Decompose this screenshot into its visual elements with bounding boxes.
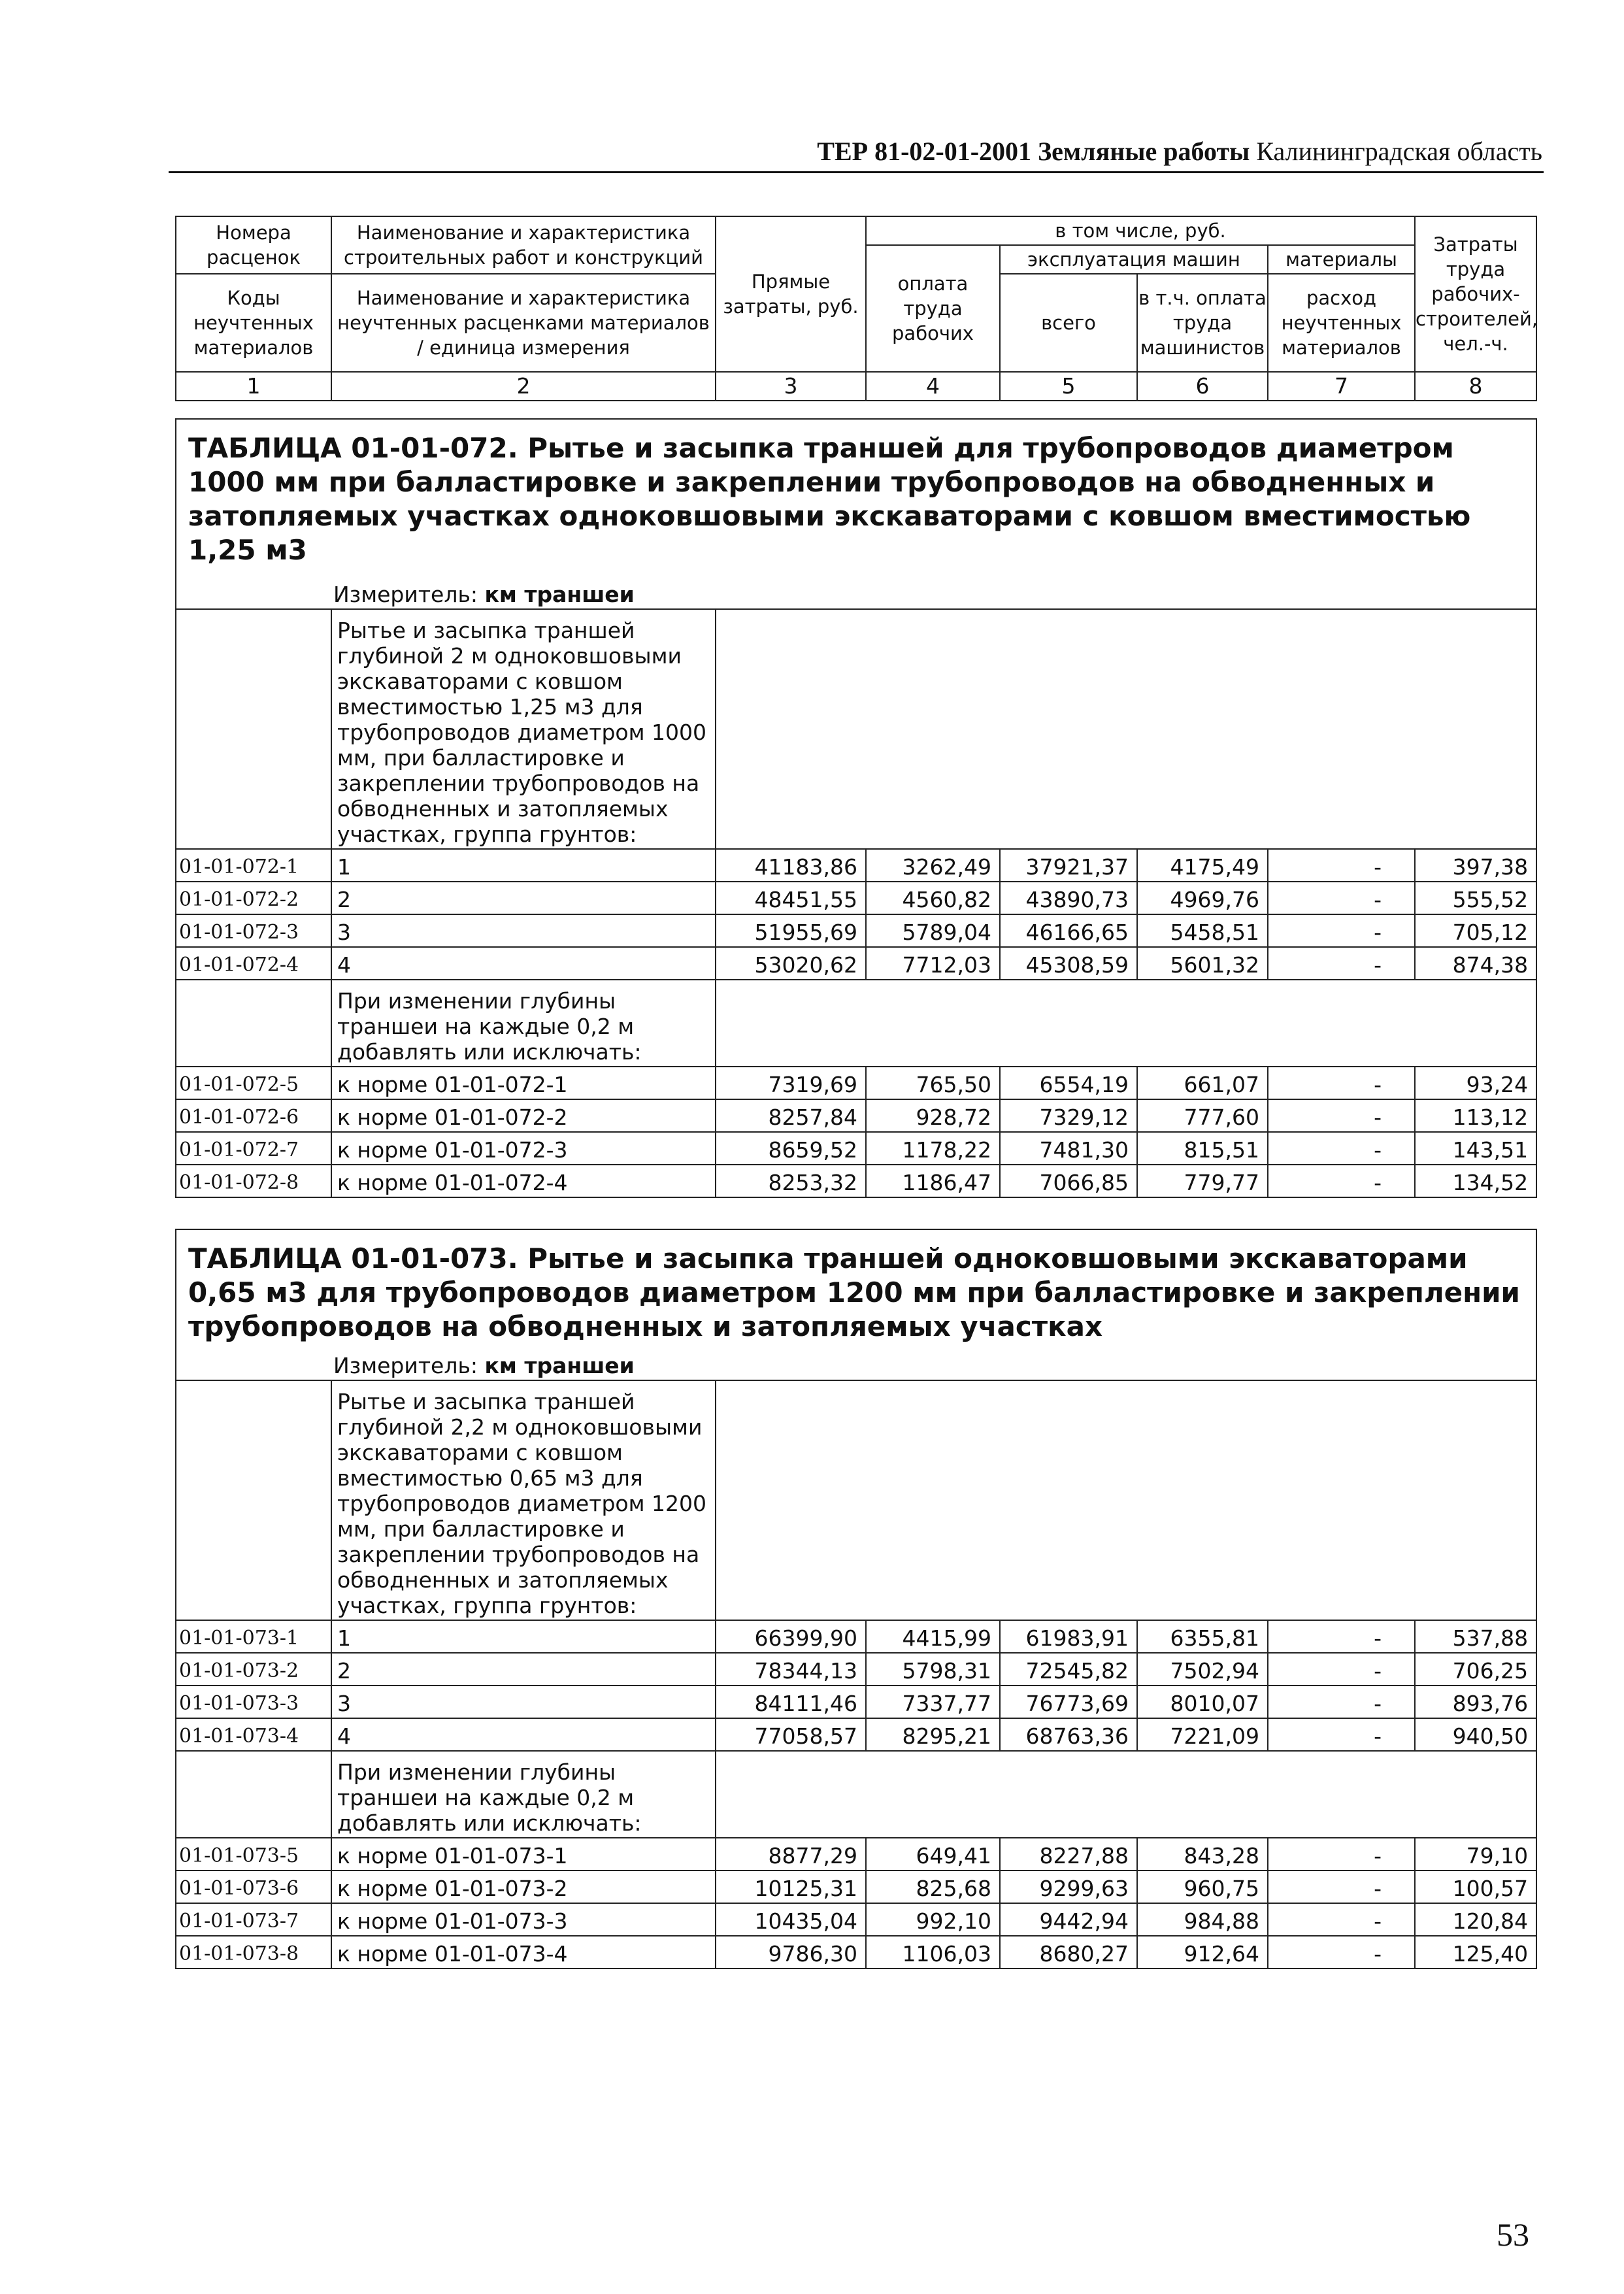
direct-costs: 9786,30 (716, 1936, 866, 1969)
machines-total: 6554,19 (1000, 1067, 1137, 1099)
labor-pay: 7712,03 (866, 947, 1000, 980)
direct-costs: 41183,86 (716, 849, 866, 882)
materials-usage: - (1268, 947, 1415, 980)
operators-pay: 7221,09 (1137, 1718, 1268, 1751)
depth-note-line: добавлять или исключать: (337, 1039, 642, 1065)
operators-pay: 6355,81 (1137, 1620, 1268, 1653)
rate-name: к норме 01-01-072-1 (331, 1067, 716, 1099)
rate-name: к норме 01-01-072-2 (331, 1099, 716, 1132)
table-row (176, 1653, 1536, 1686)
labor-hours: 397,38 (1415, 849, 1536, 882)
document-code: ТЕР 81-02-01-2001 (817, 137, 1032, 166)
direct-costs: 53020,62 (716, 947, 866, 980)
rate-name: 4 (331, 1718, 716, 1751)
labor-hours: 100,57 (1415, 1870, 1536, 1903)
rate-name: 1 (331, 849, 716, 882)
table-row (176, 947, 1536, 980)
description-line: трубопроводов диаметром 1000 (337, 720, 706, 745)
header-including-group: в том числе, руб. (866, 216, 1415, 245)
empty-cell (716, 1751, 1536, 1838)
table-row (176, 1903, 1536, 1936)
operators-pay: 960,75 (1137, 1870, 1268, 1903)
labor-pay: 1186,47 (866, 1165, 1000, 1197)
description-line: обводненных и затопляемых (337, 1567, 669, 1593)
header-rule (169, 171, 1544, 173)
materials-usage: - (1268, 1838, 1415, 1870)
rate-name: 1 (331, 1620, 716, 1653)
column-number: 7 (1268, 372, 1415, 401)
column-number: 1 (176, 372, 331, 401)
depth-note-line: При изменении глубины (337, 1759, 616, 1785)
rate-code: 01-01-072-8 (176, 1165, 331, 1197)
rate-table-073 (175, 1229, 1537, 1969)
labor-pay: 5798,31 (866, 1653, 1000, 1686)
description-line: закреплении трубопроводов на (337, 771, 700, 796)
machines-total: 8227,88 (1000, 1838, 1137, 1870)
machines-total: 61983,91 (1000, 1620, 1137, 1653)
rate-name: 3 (331, 1686, 716, 1718)
table-row (176, 1132, 1536, 1165)
labor-pay: 7337,77 (866, 1686, 1000, 1718)
materials-usage: - (1268, 1936, 1415, 1969)
labor-hours: 113,12 (1415, 1099, 1536, 1132)
depth-note-line: добавлять или исключать: (337, 1810, 642, 1836)
rate-code: 01-01-072-1 (176, 849, 331, 882)
direct-costs: 10435,04 (716, 1903, 866, 1936)
direct-costs: 48451,55 (716, 882, 866, 914)
section-title (176, 1229, 1536, 1346)
operators-pay: 8010,07 (1137, 1686, 1268, 1718)
materials-usage: - (1268, 1653, 1415, 1686)
column-header-table (175, 216, 1537, 401)
direct-costs: 8659,52 (716, 1132, 866, 1165)
operators-pay: 4175,49 (1137, 849, 1268, 882)
description-line: мм, при балластировке и (337, 1516, 625, 1542)
labor-pay: 4560,82 (866, 882, 1000, 914)
description-line: вместимостью 1,25 м3 для (337, 694, 643, 720)
table-row (176, 1870, 1536, 1903)
depth-adjustment-note (331, 980, 716, 1067)
rate-code: 01-01-072-2 (176, 882, 331, 914)
description-line: трубопроводов диаметром 1200 (337, 1491, 706, 1516)
empty-cell (716, 980, 1536, 1067)
direct-costs: 7319,69 (716, 1067, 866, 1099)
rate-name: 2 (331, 1653, 716, 1686)
materials-usage: - (1268, 1620, 1415, 1653)
labor-pay: 4415,99 (866, 1620, 1000, 1653)
labor-hours: 125,40 (1415, 1936, 1536, 1969)
column-number: 5 (1000, 372, 1137, 401)
header-labor-hours-unit: чел.-ч. (1443, 333, 1508, 355)
header-name-bottom: Наименование и характеристика неучтенных расценками материалов / единица измерения (331, 274, 716, 372)
machines-total: 7066,85 (1000, 1165, 1137, 1197)
table-row (176, 1718, 1536, 1751)
direct-costs: 51955,69 (716, 914, 866, 947)
header-operators-pay: в т.ч. оплата труда машинистов (1137, 274, 1268, 372)
direct-costs: 8253,32 (716, 1165, 866, 1197)
rate-code: 01-01-072-3 (176, 914, 331, 947)
rate-name: к норме 01-01-072-3 (331, 1132, 716, 1165)
depth-note-line: траншеи на каждые 0,2 м (337, 1014, 635, 1039)
section-title-line: 1000 мм при балластировке и закреплении трубопроводов на обводненных и (188, 466, 1435, 498)
direct-costs: 78344,13 (716, 1653, 866, 1686)
materials-usage: - (1268, 1165, 1415, 1197)
labor-pay: 3262,49 (866, 849, 1000, 882)
labor-pay: 1106,03 (866, 1936, 1000, 1969)
empty-cell (176, 980, 331, 1067)
section-title-line: затопляемых участках одноковшовыми экскаваторами с ковшом вместимостью (188, 500, 1471, 532)
header-name-top: Наименование и характеристика строительных работ и конструкций (331, 216, 716, 274)
operators-pay: 5458,51 (1137, 914, 1268, 947)
rate-name: к норме 01-01-073-3 (331, 1903, 716, 1936)
operators-pay: 779,77 (1137, 1165, 1268, 1197)
description-line: участках, группа грунтов: (337, 1593, 637, 1618)
materials-usage: - (1268, 1099, 1415, 1132)
rate-code: 01-01-073-2 (176, 1653, 331, 1686)
labor-pay: 992,10 (866, 1903, 1000, 1936)
direct-costs: 66399,90 (716, 1620, 866, 1653)
description-line: Рытье и засыпка траншей (337, 618, 635, 643)
materials-usage: - (1268, 1132, 1415, 1165)
operators-pay: 815,51 (1137, 1132, 1268, 1165)
description-line: экскаваторами с ковшом (337, 669, 623, 694)
depth-adjustment-note (331, 1751, 716, 1838)
empty-cell (176, 1751, 331, 1838)
description-line: закреплении трубопроводов на (337, 1542, 700, 1567)
measure-label: Измеритель: (333, 1353, 478, 1378)
measure-unit: км траншеи (484, 582, 635, 607)
header-labor-hours (1415, 216, 1536, 372)
table-row (176, 1067, 1536, 1099)
machines-total: 45308,59 (1000, 947, 1137, 980)
labor-hours: 555,52 (1415, 882, 1536, 914)
empty-cell (716, 1380, 1536, 1620)
running-header (170, 136, 1542, 167)
measure-unit: км траншеи (484, 1353, 635, 1378)
labor-hours: 537,88 (1415, 1620, 1536, 1653)
table-row (176, 1686, 1536, 1718)
labor-pay: 825,68 (866, 1870, 1000, 1903)
materials-usage: - (1268, 1870, 1415, 1903)
rate-name: 4 (331, 947, 716, 980)
operators-pay: 912,64 (1137, 1936, 1268, 1969)
measure-label: Измеритель: (333, 582, 478, 607)
table-row (176, 849, 1536, 882)
machines-total: 37921,37 (1000, 849, 1137, 882)
labor-hours: 893,76 (1415, 1686, 1536, 1718)
labor-hours: 706,25 (1415, 1653, 1536, 1686)
header-codes-bottom: Коды неучтенных материалов (176, 274, 331, 372)
machines-total: 72545,82 (1000, 1653, 1137, 1686)
labor-pay: 765,50 (866, 1067, 1000, 1099)
labor-hours: 134,52 (1415, 1165, 1536, 1197)
machines-total: 9442,94 (1000, 1903, 1137, 1936)
depth-note-line: При изменении глубины (337, 988, 616, 1014)
machines-total: 8680,27 (1000, 1936, 1137, 1969)
section-title-line: ТАБЛИЦА 01-01-073. Рытье и засыпка траншей одноковшовыми экскаваторами (188, 1242, 1468, 1274)
table-row (176, 1936, 1536, 1969)
description-line: глубиной 2 м одноковшовыми (337, 643, 682, 669)
labor-hours: 874,38 (1415, 947, 1536, 980)
labor-pay: 1178,22 (866, 1132, 1000, 1165)
work-description (331, 609, 716, 849)
machines-total: 7329,12 (1000, 1099, 1137, 1132)
labor-hours: 143,51 (1415, 1132, 1536, 1165)
rate-code: 01-01-073-7 (176, 1903, 331, 1936)
table-row (176, 1165, 1536, 1197)
labor-hours: 120,84 (1415, 1903, 1536, 1936)
labor-pay: 5789,04 (866, 914, 1000, 947)
materials-usage: - (1268, 914, 1415, 947)
rate-name: 3 (331, 914, 716, 947)
column-number: 2 (331, 372, 716, 401)
header-machines-total: всего (1000, 274, 1137, 372)
page-number: 53 (1497, 2216, 1529, 2253)
direct-costs: 84111,46 (716, 1686, 866, 1718)
section-title-line: ТАБЛИЦА 01-01-072. Рытье и засыпка траншей для трубопроводов диаметром (188, 432, 1454, 464)
column-number: 3 (716, 372, 866, 401)
document-region: Калининградская область (1256, 137, 1542, 166)
machines-total: 68763,36 (1000, 1718, 1137, 1751)
empty-cell (176, 609, 331, 849)
description-line: участках, группа грунтов: (337, 822, 637, 847)
header-codes-top: Номера расценок (176, 216, 331, 274)
depth-note-line: траншеи на каждые 0,2 м (337, 1785, 635, 1810)
rate-name: к норме 01-01-073-4 (331, 1936, 716, 1969)
direct-costs: 10125,31 (716, 1870, 866, 1903)
machines-total: 76773,69 (1000, 1686, 1137, 1718)
header-materials-group: материалы (1268, 245, 1415, 274)
rate-code: 01-01-072-5 (176, 1067, 331, 1099)
rate-code: 01-01-073-1 (176, 1620, 331, 1653)
labor-hours: 79,10 (1415, 1838, 1536, 1870)
labor-hours: 93,24 (1415, 1067, 1536, 1099)
direct-costs: 8257,84 (716, 1099, 866, 1132)
rate-name: 2 (331, 882, 716, 914)
labor-pay: 928,72 (866, 1099, 1000, 1132)
description-line: мм, при балластировке и (337, 745, 625, 771)
rate-code: 01-01-073-3 (176, 1686, 331, 1718)
table-row (176, 1838, 1536, 1870)
machines-total: 7481,30 (1000, 1132, 1137, 1165)
document-title: Земляные работы (1038, 137, 1250, 166)
rate-code: 01-01-073-6 (176, 1870, 331, 1903)
labor-hours: 705,12 (1415, 914, 1536, 947)
table-row (176, 882, 1536, 914)
rate-table-072 (175, 418, 1537, 1198)
description-line: обводненных и затопляемых (337, 796, 669, 822)
rate-name: к норме 01-01-073-1 (331, 1838, 716, 1870)
column-number: 8 (1415, 372, 1536, 401)
rate-code: 01-01-073-8 (176, 1936, 331, 1969)
machines-total: 46166,65 (1000, 914, 1137, 947)
measure-row (176, 1346, 1536, 1380)
rate-code: 01-01-073-4 (176, 1718, 331, 1751)
section-title-line: трубопроводов на обводненных и затопляемых участках (188, 1310, 1103, 1342)
description-line: экскаваторами с ковшом (337, 1440, 623, 1465)
rate-code: 01-01-072-7 (176, 1132, 331, 1165)
operators-pay: 661,07 (1137, 1067, 1268, 1099)
machines-total: 9299,63 (1000, 1870, 1137, 1903)
materials-usage: - (1268, 1067, 1415, 1099)
table-row (176, 914, 1536, 947)
labor-pay: 8295,21 (866, 1718, 1000, 1751)
column-number: 4 (866, 372, 1000, 401)
rate-code: 01-01-072-4 (176, 947, 331, 980)
description-line: Рытье и засыпка траншей (337, 1389, 635, 1414)
machines-total: 43890,73 (1000, 882, 1137, 914)
section-title-line: 1,25 м3 (188, 534, 307, 566)
empty-cell (716, 609, 1536, 849)
direct-costs: 8877,29 (716, 1838, 866, 1870)
header-direct-costs: Прямые затраты, руб. (716, 216, 866, 372)
operators-pay: 777,60 (1137, 1099, 1268, 1132)
operators-pay: 843,28 (1137, 1838, 1268, 1870)
column-number: 6 (1137, 372, 1268, 401)
materials-usage: - (1268, 1903, 1415, 1936)
header-materials-usage: расход неучтенных материалов (1268, 274, 1415, 372)
table-row (176, 1099, 1536, 1132)
operators-pay: 5601,32 (1137, 947, 1268, 980)
operators-pay: 7502,94 (1137, 1653, 1268, 1686)
materials-usage: - (1268, 882, 1415, 914)
table-row (176, 1620, 1536, 1653)
empty-cell (176, 1380, 331, 1620)
operators-pay: 984,88 (1137, 1903, 1268, 1936)
header-labor-pay: оплата труда рабочих (866, 245, 1000, 372)
description-line: глубиной 2,2 м одноковшовыми (337, 1414, 703, 1440)
section-title (176, 419, 1536, 570)
section-title-line: 0,65 м3 для трубопроводов диаметром 1200 мм при балластировке и закреплении (188, 1276, 1520, 1308)
rate-code: 01-01-073-5 (176, 1838, 331, 1870)
rate-code: 01-01-072-6 (176, 1099, 331, 1132)
header-labor-hours-top: Затраты труда рабочих-строителей, (1416, 233, 1538, 330)
labor-pay: 649,41 (866, 1838, 1000, 1870)
materials-usage: - (1268, 1686, 1415, 1718)
work-description (331, 1380, 716, 1620)
direct-costs: 77058,57 (716, 1718, 866, 1751)
labor-hours: 940,50 (1415, 1718, 1536, 1751)
measure-row (176, 570, 1536, 609)
materials-usage: - (1268, 1718, 1415, 1751)
rate-name: к норме 01-01-073-2 (331, 1870, 716, 1903)
header-machines-group: эксплуатация машин (1000, 245, 1268, 274)
operators-pay: 4969,76 (1137, 882, 1268, 914)
description-line: вместимостью 0,65 м3 для (337, 1465, 643, 1491)
materials-usage: - (1268, 849, 1415, 882)
rate-name: к норме 01-01-072-4 (331, 1165, 716, 1197)
